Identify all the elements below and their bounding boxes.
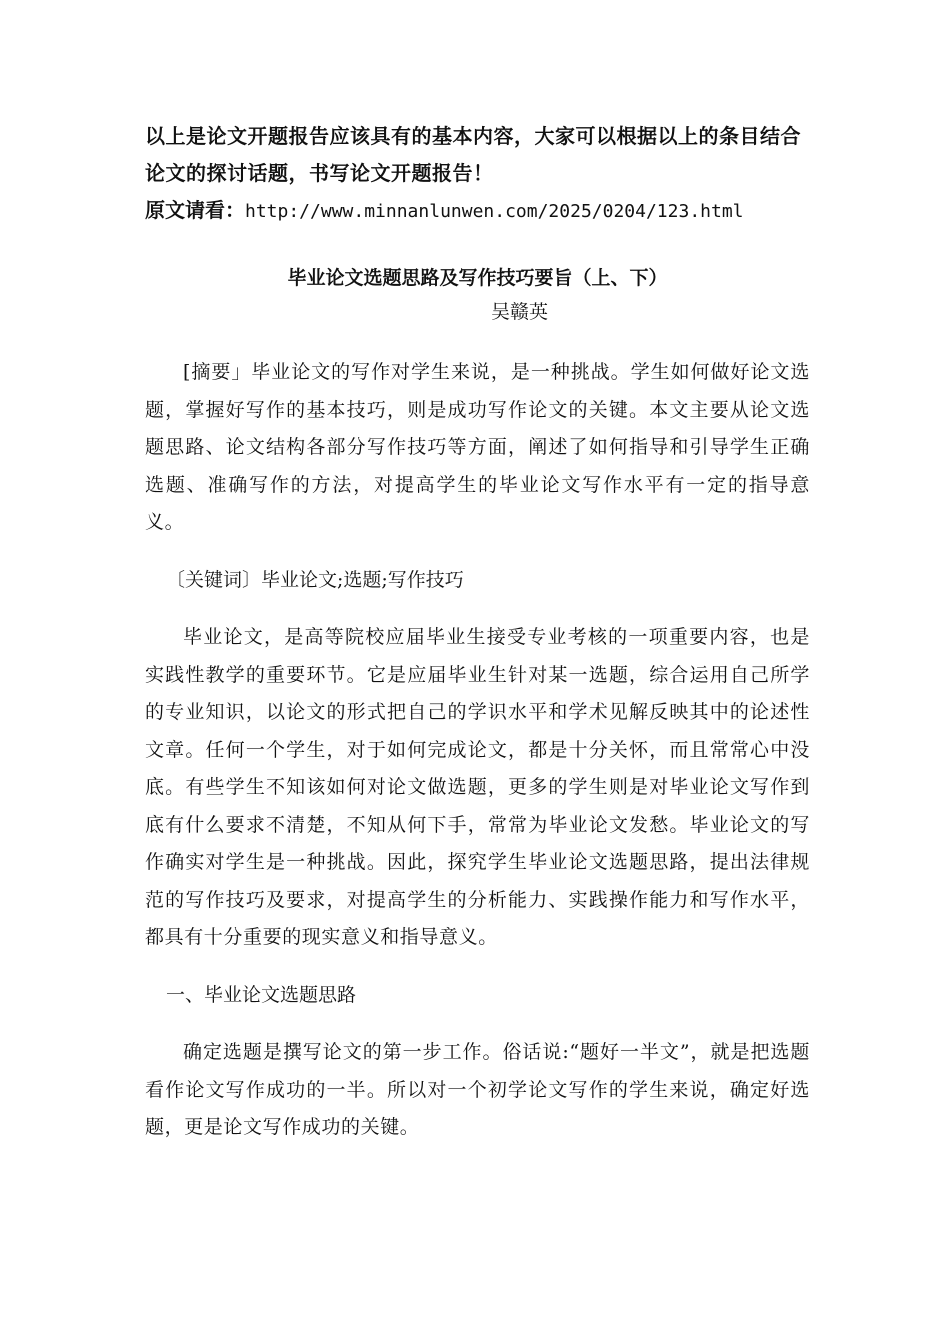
keywords-line: 〔关键词〕毕业论文;选题;写作技巧: [166, 568, 464, 591]
intro-note: 以上是论文开题报告应该具有的基本内容，大家可以根据以上的条目结合论文的探讨话题，书写论文开题报告！: [145, 124, 801, 185]
body-paragraph-2: 确定选题是撰写论文的第一步工作。俗话说:“题好一半文”，就是把选题看作论文写作成功的一半。所以对一个初学论文写作的学生来说，确定好选题，更是论文写作成功的关键。: [145, 1041, 810, 1138]
abstract-paragraph: [摘要」毕业论文的写作对学生来说，是一种挑战。学生如何做好论文选题，掌握好写作的基本技巧，则是成功写作论文的关键。本文主要从论文选题思路、论文结构各部分写作技巧等方面，阐述了如何指导和引导学生正确选题、准确写作的方法，对提高学生的毕业论文写作水平有一定的指导意义。: [145, 361, 810, 533]
source-url: http://www.minnanlunwen.com/2025/0204/123.html: [245, 201, 744, 222]
article-author: 吴赣英: [490, 301, 548, 323]
section-heading-1: 一、毕业论文选题思路: [166, 983, 357, 1006]
source-line: [145, 192, 810, 230]
document-page: [145, 118, 810, 1147]
body-paragraph-1: 毕业论文，是高等院校应届毕业生接受专业考核的一项重要内容，也是实践性教学的重要环节。它是应届毕业生针对某一选题，综合运用自己所学的专业知识，以论文的形式把自己的学识水平和学术见解反映其中的论述性文章。任何一个学生，对于如何完成论文，都是十分关怀，而且常常心中没底。有些学生不知该如何对论文做选题，更多的学生则是对毕业论文写作到底有什么要求不清楚，不知从何下手，常常为毕业论文发愁。毕业论文的写作确实对学生是一种挑战。因此，探究学生毕业论文选题思路，提出法律规范的写作技巧及要求，对提高学生的分析能力、实践操作能力和写作水平，都具有十分重要的现实意义和指导意义。: [145, 626, 810, 948]
source-label: 原文请看：: [145, 198, 245, 222]
article-title: 毕业论文选题思路及写作技巧要旨（上、下）: [287, 267, 668, 289]
